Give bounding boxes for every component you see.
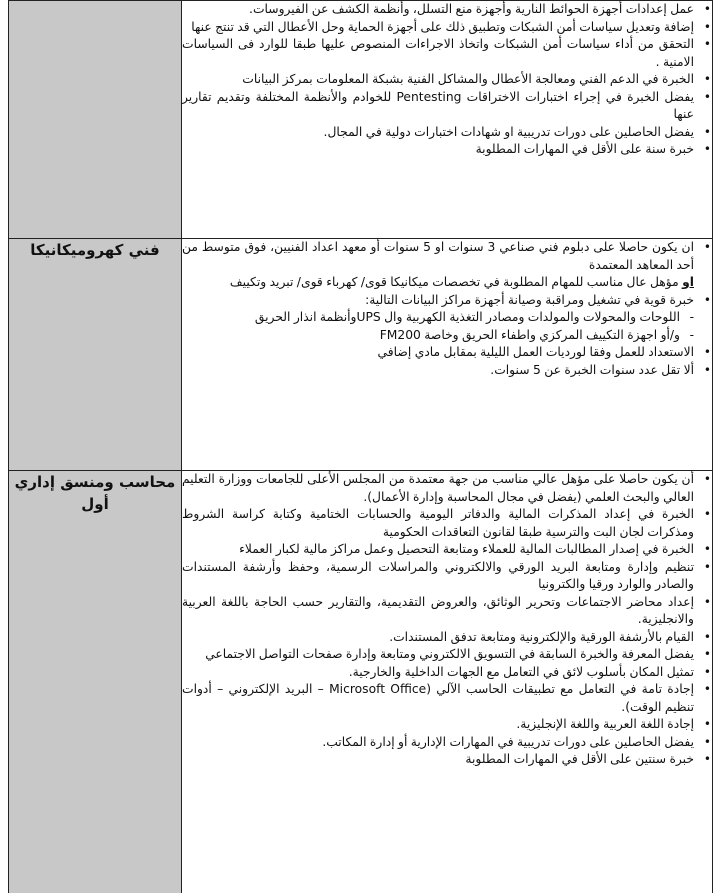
list-item: • الاستعداد للعمل وفقا لورديات العمل الليلية بمقابل مادي إضافي — [182, 344, 698, 362]
sub-item: - اللوحات والمحولات والمولدات ومصادر التغذية الكهربية وال UPSوأنظمة انذار الحريق — [182, 309, 694, 327]
item-text: خبرة قوية في تشغيل ومراقبة وصيانة أجهزة مراكز البيانات التالية: — [365, 292, 694, 307]
list-item: • القيام بالأرشفة الورقية والإلكترونية ومتابعة تدفق المستندات. — [182, 629, 698, 647]
list-item: • يفضل الخبرة في إجراء اختبارات الاختراقات Pentesting للخوادم والأنظمة المختلفة وتقديم تقارير عنها — [182, 89, 698, 124]
list-item: • عمل إعدادات أجهزة الحوائط النارية وأجهزة منع التسلل، وأنظمة الكشف عن الفيروسات. — [182, 1, 698, 19]
item-text: ان يكون حاصلا على دبلوم فني صناعي 3 سنوات او 5 سنوات أو معهد اعداد الفنيين، فوق متوسط من أحد المعاهد المعتمدة — [182, 240, 694, 272]
list-item: • الخبرة في الدعم الفني ومعالجة الأعطال والمشاكل الفنية بشبكة المعلومات بمركز البيانات — [182, 71, 698, 89]
list-item: • الخبرة في إعداد المذكرات المالية والدفاتر اليومية والحسابات الختامية وكتابة كراسة الشروط ومذكرات لجان البت والترسية طبقا لقانون التعاقدات الحكومية — [182, 506, 698, 541]
list-item: • خبرة سنة على الأقل في المهارات المطلوبة — [182, 141, 698, 159]
requirements-cell — [182, 471, 713, 893]
list-item: • إجادة تامة في التعامل مع تطبيقات الحاسب الآلي (Microsoft Office – البريد الإلكتروني – أدوات تنظيم الوقت). — [182, 681, 698, 716]
list-item: • ألا تقل عدد سنوات الخبرة عن 5 سنوات. — [182, 362, 698, 380]
table-row — [9, 471, 713, 893]
list-item: • الخبرة في إصدار المطالبات المالية للعملاء ومتابعة التحصيل وعمل مراكز مالية لكبار العملاء — [182, 541, 698, 559]
requirements-list — [182, 471, 712, 769]
requirements-list — [182, 1, 712, 159]
requirements-table — [8, 0, 713, 893]
list-item: • يفضل المعرفة والخبرة السابقة في التسويق الالكتروني ومتابعة وإدارة صفحات التواصل الاجتماعي — [182, 646, 698, 664]
requirements-cell — [182, 1, 713, 239]
table-row — [9, 239, 713, 471]
job-title: محاسب ومنسق إداري أول — [14, 473, 176, 513]
job-title-cell — [9, 471, 182, 893]
list-item: • يفضل الحاصلين على دورات تدريبية في المهارات الإدارية أو إدارة المكاتب. — [182, 734, 698, 752]
job-title-cell — [9, 239, 182, 471]
job-title-cell — [9, 1, 182, 239]
list-item: • يفضل الحاصلين على دورات تدريبية او شهادات اختبارات دولية في المجال. — [182, 124, 698, 142]
or-label: او — [682, 275, 694, 289]
item-text: مؤهل عال مناسب للمهام المطلوبة في تخصصات ميكانيكا قوى/ كهرباء قوى/ تبريد وتكييف — [229, 275, 683, 289]
list-item: • تنظيم وإدارة ومتابعة البريد الورقي والالكتروني والمراسلات الرسمية، وحفظ وأرشفة المستندات والصادر والوارد ورقيا والكترونيا — [182, 559, 698, 594]
list-item: • خبرة سنتين على الأقل في المهارات المطلوبة — [182, 751, 698, 769]
list-item — [182, 239, 698, 292]
list-item: • إجادة اللغة العربية واللغة الإنجليزية. — [182, 716, 698, 734]
job-title: فني كهروميكانيكا — [30, 241, 160, 259]
list-item: • إعداد محاضر الاجتماعات وتحرير الوثائق، والعروض التقديمية، والتقارير حسب الحاجة باللغة العربية والانجليزية. — [182, 594, 698, 629]
list-item: • التحقق من أداء سياسات أمن الشبكات واتخاذ الاجراءات المنصوص عليها طبقا للوارد فى السياسات الامنية . — [182, 36, 698, 71]
requirements-cell — [182, 239, 713, 471]
sub-item: - و/أو اجهزة التكييف المركزي واطفاء الحريق وخاصة FM200 — [182, 327, 694, 345]
table-row — [9, 1, 713, 239]
requirements-list — [182, 239, 712, 379]
list-item: • أن يكون حاصلا على مؤهل عالي مناسب من جهة معتمدة من المجلس الأعلى للجامعات ووزارة التعليم العالي والبحث العلمي (يفضل في مجال المحاسبة وإدارة الأعمال). — [182, 471, 698, 506]
list-item: • تمثيل المكان بأسلوب لائق في التعامل مع الجهات الداخلية والخارجية. — [182, 664, 698, 682]
list-item: • إضافة وتعديل سياسات أمن الشبكات وتطبيق ذلك على أجهزة الحماية وحل الأعطال التي قد تنتج عنها — [182, 19, 698, 37]
list-item — [182, 292, 698, 345]
